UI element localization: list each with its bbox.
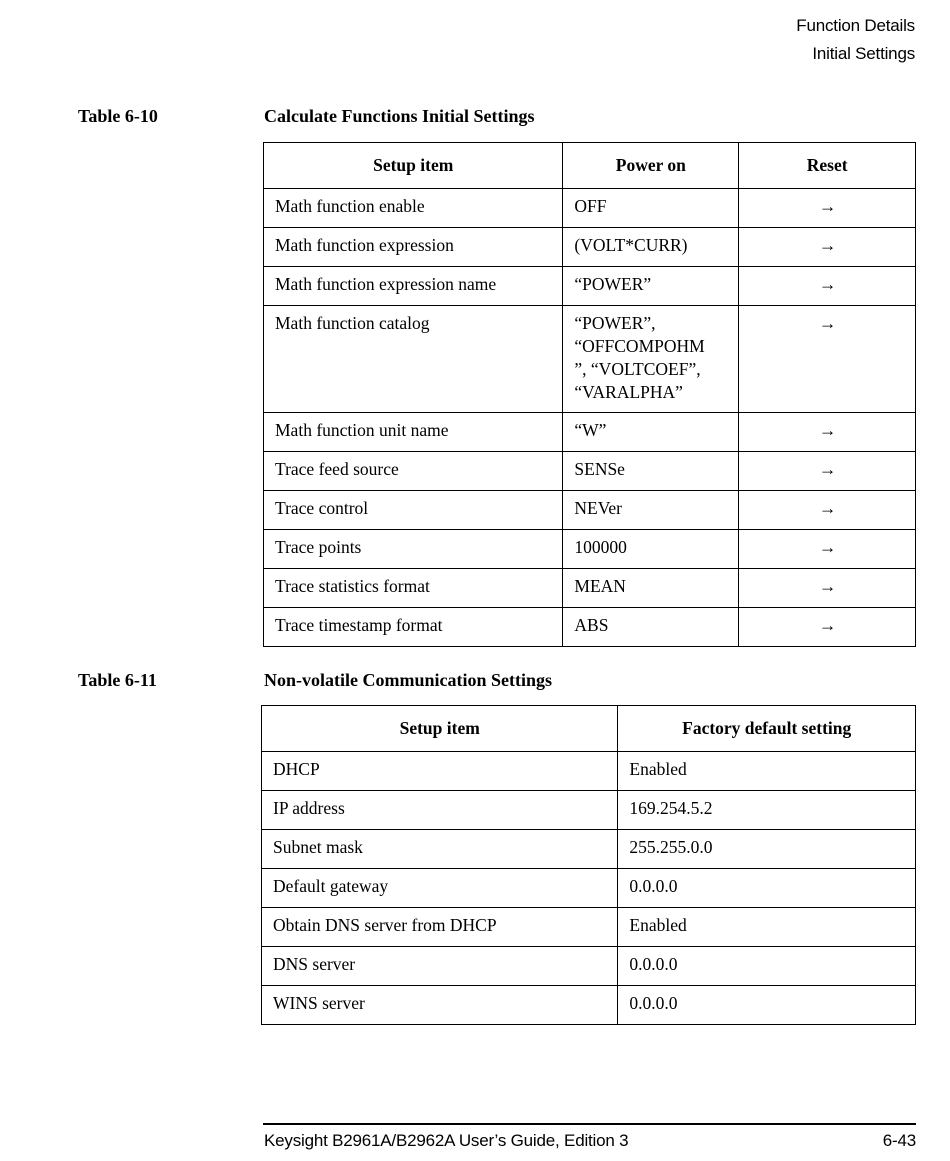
table-row: [262, 791, 916, 830]
table-header-row: [264, 143, 916, 189]
table-row: [264, 189, 916, 228]
table-6-10-title: Calculate Functions Initial Settings: [264, 106, 535, 126]
reset-arrow-cell: →: [739, 189, 916, 228]
table-row: [264, 267, 916, 306]
factory-default-cell: 169.254.5.2: [618, 791, 916, 830]
setup-item-cell: Math function catalog: [264, 306, 563, 413]
table-row: [262, 947, 916, 986]
communication-settings-table: [261, 705, 916, 1025]
reset-arrow-cell: →: [739, 413, 916, 452]
column-header-setup-item: Setup item: [264, 143, 563, 189]
table-header-row: [262, 706, 916, 752]
running-head-chapter: Function Details: [796, 16, 915, 35]
page-footer: [264, 1131, 916, 1151]
running-head: [796, 12, 915, 68]
power-on-cell: MEAN: [563, 569, 739, 608]
table-row: [262, 986, 916, 1025]
factory-default-cell: 0.0.0.0: [618, 947, 916, 986]
reset-arrow-cell: →: [739, 267, 916, 306]
reset-arrow-cell: →: [739, 608, 916, 647]
column-header-power-on: Power on: [563, 143, 739, 189]
reset-arrow-cell: →: [739, 228, 916, 267]
table-row: [264, 530, 916, 569]
reset-arrow-cell: →: [739, 452, 916, 491]
power-on-cell: NEVer: [563, 491, 739, 530]
setup-item-cell: Trace statistics format: [264, 569, 563, 608]
setup-item-cell: Math function enable: [264, 189, 563, 228]
factory-default-cell: Enabled: [618, 752, 916, 791]
table-row: [264, 228, 916, 267]
reset-arrow-cell: →: [739, 530, 916, 569]
setup-item-cell: DHCP: [262, 752, 618, 791]
setup-item-cell: WINS server: [262, 986, 618, 1025]
column-header-factory-default: Factory default setting: [618, 706, 916, 752]
setup-item-cell: Math function expression: [264, 228, 563, 267]
power-on-cell: SENSe: [563, 452, 739, 491]
reset-arrow-cell: →: [739, 306, 916, 413]
power-on-cell: OFF: [563, 189, 739, 228]
factory-default-cell: 0.0.0.0: [618, 869, 916, 908]
calculate-functions-table: [263, 142, 916, 647]
page-number: 6-43: [882, 1131, 916, 1150]
factory-default-cell: Enabled: [618, 908, 916, 947]
setup-item-cell: DNS server: [262, 947, 618, 986]
reset-arrow-cell: →: [739, 491, 916, 530]
power-on-line: “OFFCOMPOHM: [574, 336, 705, 356]
power-on-cell: “W”: [563, 413, 739, 452]
setup-item-cell: Trace control: [264, 491, 563, 530]
setup-item-cell: Obtain DNS server from DHCP: [262, 908, 618, 947]
power-on-cell: 100000: [563, 530, 739, 569]
column-header-setup-item: Setup item: [262, 706, 618, 752]
power-on-cell: [563, 306, 739, 413]
setup-item-cell: Default gateway: [262, 869, 618, 908]
table-row: [264, 413, 916, 452]
table-row: [262, 869, 916, 908]
table-row: [262, 752, 916, 791]
table-6-10-label: Table 6-10: [78, 106, 158, 126]
power-on-line: ”, “VOLTCOEF”,: [574, 359, 701, 379]
table-6-11-title: Non-volatile Communication Settings: [264, 670, 552, 690]
table-row: [264, 608, 916, 647]
power-on-line: “POWER”,: [574, 313, 656, 333]
setup-item-cell: Math function expression name: [264, 267, 563, 306]
setup-item-cell: Math function unit name: [264, 413, 563, 452]
setup-item-cell: IP address: [262, 791, 618, 830]
setup-item-cell: Trace feed source: [264, 452, 563, 491]
table-row: [262, 908, 916, 947]
table-row: [264, 491, 916, 530]
factory-default-cell: 0.0.0.0: [618, 986, 916, 1025]
table-row: [264, 306, 916, 413]
power-on-line: “VARALPHA”: [574, 382, 683, 402]
table-row: [264, 569, 916, 608]
factory-default-cell: 255.255.0.0: [618, 830, 916, 869]
power-on-cell: “POWER”: [563, 267, 739, 306]
column-header-reset: Reset: [739, 143, 916, 189]
table-row: [262, 830, 916, 869]
reset-arrow-cell: →: [739, 569, 916, 608]
footer-document-title: Keysight B2961A/B2962A User’s Guide, Edition 3: [264, 1131, 629, 1150]
table-row: [264, 452, 916, 491]
table-6-11-label: Table 6-11: [78, 670, 157, 690]
setup-item-cell: Trace points: [264, 530, 563, 569]
running-head-section: Initial Settings: [812, 44, 915, 63]
setup-item-cell: Subnet mask: [262, 830, 618, 869]
power-on-cell: ABS: [563, 608, 739, 647]
setup-item-cell: Trace timestamp format: [264, 608, 563, 647]
power-on-cell: (VOLT*CURR): [563, 228, 739, 267]
footer-divider: [263, 1123, 916, 1125]
